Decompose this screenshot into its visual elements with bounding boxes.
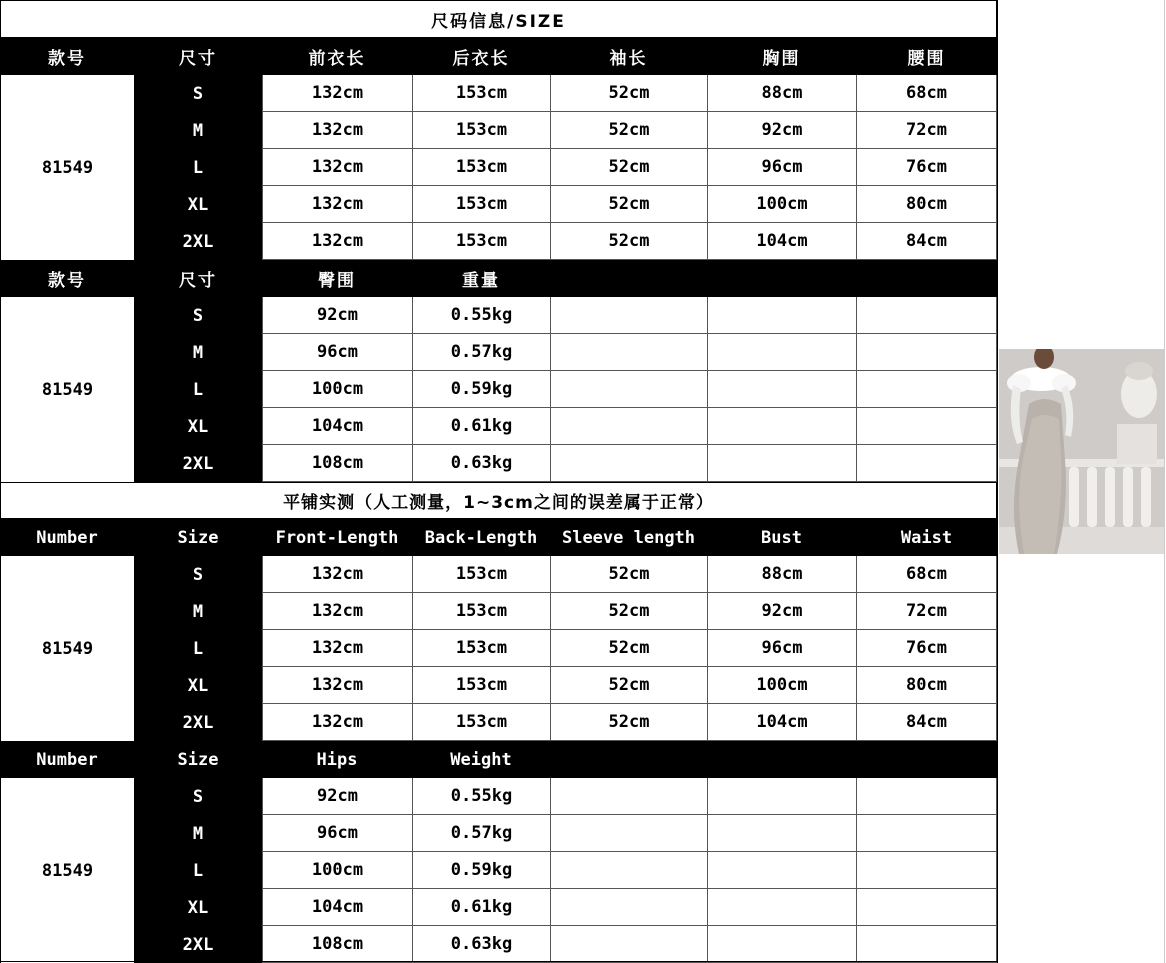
value-cell: 92cm bbox=[707, 593, 856, 630]
style-number-cell: 81549 bbox=[0, 297, 134, 482]
header-cell: Number bbox=[0, 519, 134, 556]
value-cell: 72cm bbox=[856, 593, 997, 630]
table-bottom-border bbox=[0, 961, 997, 962]
header-cell bbox=[707, 741, 856, 778]
table-row bbox=[0, 408, 997, 445]
table-row bbox=[0, 593, 997, 630]
size-cell: S bbox=[134, 75, 262, 112]
header-cell bbox=[856, 741, 997, 778]
value-cell: 153cm bbox=[412, 223, 550, 260]
value-cell: 132cm bbox=[262, 112, 412, 149]
header-cell: 款号 bbox=[0, 260, 134, 297]
empty-cell bbox=[550, 445, 707, 482]
measurement-note: 平铺实测（人工测量，1~3cm之间的误差属于正常） bbox=[0, 482, 997, 519]
empty-cell bbox=[550, 408, 707, 445]
size-cell: M bbox=[134, 815, 262, 852]
value-cell: 92cm bbox=[262, 297, 412, 334]
value-cell: 0.57kg bbox=[412, 815, 550, 852]
table-row bbox=[0, 704, 997, 741]
empty-cell bbox=[856, 334, 997, 371]
table-row bbox=[0, 297, 997, 334]
size-cell: 2XL bbox=[134, 445, 262, 482]
header-cell: 重量 bbox=[412, 260, 550, 297]
value-cell: 132cm bbox=[262, 149, 412, 186]
size-cell: L bbox=[134, 630, 262, 667]
value-cell: 153cm bbox=[412, 593, 550, 630]
header-cell: 胸围 bbox=[707, 38, 856, 75]
value-cell: 80cm bbox=[856, 186, 997, 223]
en-table1-header bbox=[0, 519, 997, 556]
value-cell: 108cm bbox=[262, 445, 412, 482]
style-number-cell: 81549 bbox=[0, 556, 134, 741]
value-cell: 80cm bbox=[856, 667, 997, 704]
model-in-gown-illustration bbox=[999, 349, 1164, 554]
value-cell: 52cm bbox=[550, 149, 707, 186]
value-cell: 72cm bbox=[856, 112, 997, 149]
empty-cell bbox=[707, 778, 856, 815]
empty-cell bbox=[856, 815, 997, 852]
empty-cell bbox=[707, 371, 856, 408]
header-cell: 款号 bbox=[0, 38, 134, 75]
value-cell: 52cm bbox=[550, 186, 707, 223]
value-cell: 68cm bbox=[856, 75, 997, 112]
empty-cell bbox=[707, 334, 856, 371]
empty-cell bbox=[550, 334, 707, 371]
table-row bbox=[0, 334, 997, 371]
value-cell: 52cm bbox=[550, 704, 707, 741]
value-cell: 153cm bbox=[412, 667, 550, 704]
value-cell: 104cm bbox=[262, 889, 412, 926]
size-cell: L bbox=[134, 852, 262, 889]
value-cell: 100cm bbox=[262, 852, 412, 889]
value-cell: 153cm bbox=[412, 149, 550, 186]
header-cell: Size bbox=[134, 741, 262, 778]
value-cell: 132cm bbox=[262, 556, 412, 593]
empty-cell bbox=[856, 371, 997, 408]
table-row bbox=[0, 852, 997, 889]
table-row bbox=[0, 149, 997, 186]
table-row bbox=[0, 223, 997, 260]
value-cell: 0.61kg bbox=[412, 408, 550, 445]
value-cell: 0.57kg bbox=[412, 334, 550, 371]
value-cell: 52cm bbox=[550, 593, 707, 630]
value-cell: 153cm bbox=[412, 630, 550, 667]
table-row bbox=[0, 75, 997, 112]
header-cell bbox=[707, 260, 856, 297]
size-cell: 2XL bbox=[134, 223, 262, 260]
empty-cell bbox=[856, 926, 997, 963]
header-cell: 前衣长 bbox=[262, 38, 412, 75]
size-cell: M bbox=[134, 112, 262, 149]
value-cell: 132cm bbox=[262, 75, 412, 112]
header-cell: 臀围 bbox=[262, 260, 412, 297]
value-cell: 153cm bbox=[412, 112, 550, 149]
header-cell: Back-Length bbox=[412, 519, 550, 556]
header-cell: Front-Length bbox=[262, 519, 412, 556]
header-cell: 腰围 bbox=[856, 38, 997, 75]
header-cell: Hips bbox=[262, 741, 412, 778]
value-cell: 96cm bbox=[262, 334, 412, 371]
empty-cell bbox=[550, 852, 707, 889]
value-cell: 0.61kg bbox=[412, 889, 550, 926]
value-cell: 100cm bbox=[707, 667, 856, 704]
value-cell: 153cm bbox=[412, 75, 550, 112]
table-row bbox=[0, 778, 997, 815]
value-cell: 153cm bbox=[412, 186, 550, 223]
size-cell: L bbox=[134, 149, 262, 186]
empty-cell bbox=[550, 815, 707, 852]
value-cell: 84cm bbox=[856, 704, 997, 741]
value-cell: 52cm bbox=[550, 556, 707, 593]
table-row bbox=[0, 630, 997, 667]
value-cell: 153cm bbox=[412, 704, 550, 741]
subtitle-row bbox=[0, 482, 997, 519]
empty-cell bbox=[550, 778, 707, 815]
empty-cell bbox=[856, 408, 997, 445]
value-cell: 100cm bbox=[707, 186, 856, 223]
value-cell: 153cm bbox=[412, 556, 550, 593]
value-cell: 52cm bbox=[550, 630, 707, 667]
value-cell: 84cm bbox=[856, 223, 997, 260]
value-cell: 132cm bbox=[262, 667, 412, 704]
table-row bbox=[0, 667, 997, 704]
value-cell: 0.55kg bbox=[412, 297, 550, 334]
cn-table1-header bbox=[0, 38, 997, 75]
value-cell: 0.63kg bbox=[412, 926, 550, 963]
header-cell bbox=[550, 741, 707, 778]
empty-cell bbox=[550, 371, 707, 408]
header-cell: 袖长 bbox=[550, 38, 707, 75]
size-cell: XL bbox=[134, 667, 262, 704]
value-cell: 88cm bbox=[707, 75, 856, 112]
empty-cell bbox=[856, 297, 997, 334]
value-cell: 104cm bbox=[262, 408, 412, 445]
size-cell: XL bbox=[134, 408, 262, 445]
empty-cell bbox=[707, 445, 856, 482]
en-table2-header bbox=[0, 741, 997, 778]
value-cell: 132cm bbox=[262, 593, 412, 630]
style-number-cell: 81549 bbox=[0, 75, 134, 260]
empty-cell bbox=[856, 778, 997, 815]
header-cell: Sleeve length bbox=[550, 519, 707, 556]
empty-cell bbox=[856, 889, 997, 926]
header-cell: 尺寸 bbox=[134, 260, 262, 297]
empty-cell bbox=[856, 852, 997, 889]
size-cell: M bbox=[134, 334, 262, 371]
value-cell: 52cm bbox=[550, 75, 707, 112]
value-cell: 132cm bbox=[262, 630, 412, 667]
header-cell bbox=[550, 260, 707, 297]
value-cell: 132cm bbox=[262, 186, 412, 223]
header-cell: 后衣长 bbox=[412, 38, 550, 75]
chart-title: 尺码信息/SIZE bbox=[0, 0, 997, 38]
value-cell: 52cm bbox=[550, 112, 707, 149]
empty-cell bbox=[707, 297, 856, 334]
value-cell: 88cm bbox=[707, 556, 856, 593]
empty-cell bbox=[550, 889, 707, 926]
size-cell: S bbox=[134, 297, 262, 334]
value-cell: 0.55kg bbox=[412, 778, 550, 815]
header-cell: Number bbox=[0, 741, 134, 778]
table-row bbox=[0, 815, 997, 852]
size-cell: S bbox=[134, 556, 262, 593]
value-cell: 132cm bbox=[262, 704, 412, 741]
empty-cell bbox=[707, 926, 856, 963]
empty-cell bbox=[707, 889, 856, 926]
header-cell bbox=[856, 260, 997, 297]
value-cell: 104cm bbox=[707, 223, 856, 260]
value-cell: 100cm bbox=[262, 371, 412, 408]
value-cell: 104cm bbox=[707, 704, 856, 741]
header-cell: Waist bbox=[856, 519, 997, 556]
value-cell: 92cm bbox=[262, 778, 412, 815]
empty-cell bbox=[550, 926, 707, 963]
size-cell: S bbox=[134, 778, 262, 815]
value-cell: 96cm bbox=[262, 815, 412, 852]
table-row bbox=[0, 556, 997, 593]
size-cell: M bbox=[134, 593, 262, 630]
table-row bbox=[0, 889, 997, 926]
table-row bbox=[0, 186, 997, 223]
value-cell: 52cm bbox=[550, 667, 707, 704]
value-cell: 76cm bbox=[856, 630, 997, 667]
header-cell: 尺寸 bbox=[134, 38, 262, 75]
table-row bbox=[0, 371, 997, 408]
size-cell: 2XL bbox=[134, 926, 262, 963]
table-row bbox=[0, 445, 997, 482]
page-right-border bbox=[1164, 0, 1165, 963]
table-right-border bbox=[997, 0, 998, 963]
value-cell: 0.63kg bbox=[412, 445, 550, 482]
value-cell: 108cm bbox=[262, 926, 412, 963]
header-cell: Bust bbox=[707, 519, 856, 556]
value-cell: 132cm bbox=[262, 223, 412, 260]
size-cell: XL bbox=[134, 186, 262, 223]
empty-cell bbox=[707, 408, 856, 445]
chart-title-row bbox=[0, 0, 997, 38]
value-cell: 92cm bbox=[707, 112, 856, 149]
empty-cell bbox=[707, 815, 856, 852]
value-cell: 76cm bbox=[856, 149, 997, 186]
product-photo bbox=[999, 349, 1164, 554]
cn-table2-header bbox=[0, 260, 997, 297]
empty-cell bbox=[550, 297, 707, 334]
empty-cell bbox=[856, 445, 997, 482]
size-cell: XL bbox=[134, 889, 262, 926]
table-row bbox=[0, 926, 997, 963]
value-cell: 96cm bbox=[707, 149, 856, 186]
value-cell: 96cm bbox=[707, 630, 856, 667]
value-cell: 68cm bbox=[856, 556, 997, 593]
table-row bbox=[0, 112, 997, 149]
value-cell: 0.59kg bbox=[412, 852, 550, 889]
header-cell: Size bbox=[134, 519, 262, 556]
header-cell: Weight bbox=[412, 741, 550, 778]
value-cell: 0.59kg bbox=[412, 371, 550, 408]
style-number-cell: 81549 bbox=[0, 778, 134, 963]
size-cell: 2XL bbox=[134, 704, 262, 741]
size-cell: L bbox=[134, 371, 262, 408]
empty-cell bbox=[707, 852, 856, 889]
value-cell: 52cm bbox=[550, 223, 707, 260]
